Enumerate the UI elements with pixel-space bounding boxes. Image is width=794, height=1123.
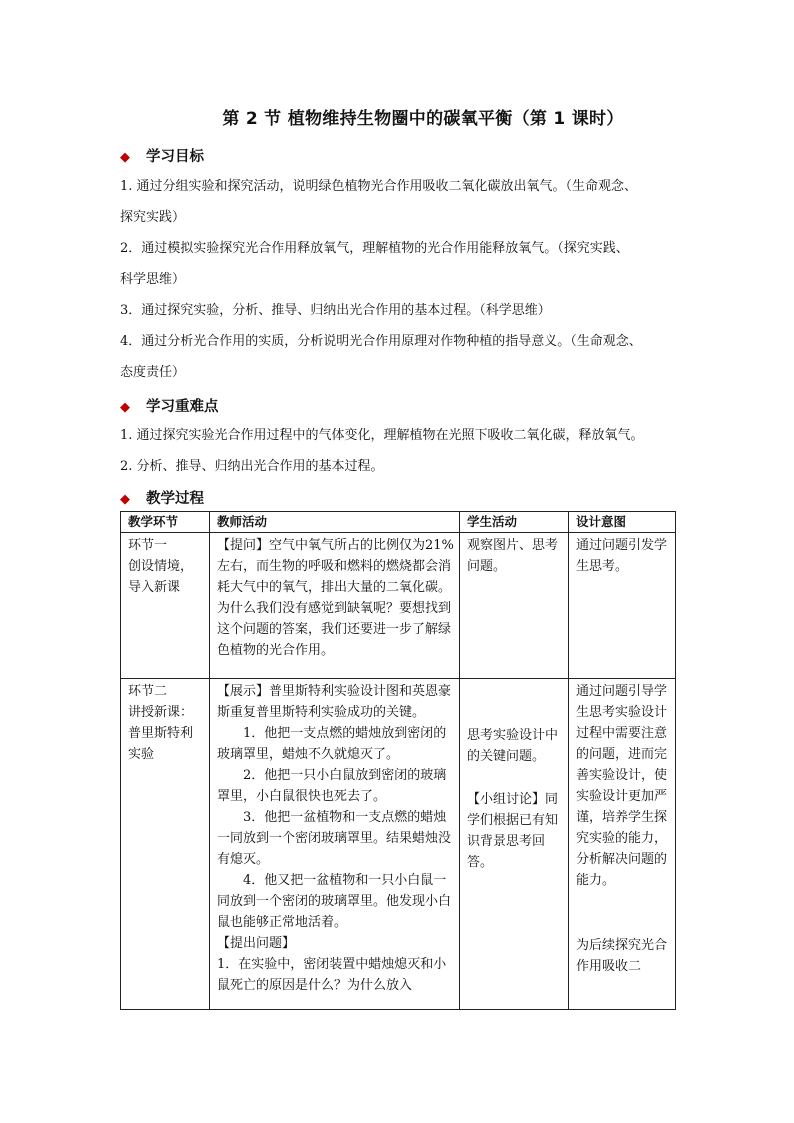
experiment-step: 2．他把一只小白鼠放到密闭的玻璃罩里，小白鼠很快也死去了。	[217, 768, 447, 804]
header-cell: 教师活动	[210, 512, 460, 533]
design-intent-cell	[569, 679, 676, 1010]
experiment-step: 4．他又把一盆植物和一只小白鼠一同放到一个密闭的玻璃罩里。他发现小白鼠也能够正常地活着。	[217, 873, 452, 930]
header-cell: 学生活动	[460, 512, 569, 533]
experiment-step: 1．他把一支点燃的蜡烛放到密闭的玻璃罩里，蜡烛不久就熄灭了。	[217, 726, 447, 762]
difficulty-line: 2. 分析、推导、归纳出光合作用的基本过程。	[120, 459, 384, 474]
student-activity-cell	[460, 679, 569, 1010]
header-cell: 设计意图	[569, 512, 676, 533]
teacher-activity-cell	[210, 679, 460, 1010]
stage-cell: 环节二 讲授新课： 普里斯特利 实验	[121, 679, 210, 1010]
diamond-bullet-icon: ◆	[120, 400, 130, 415]
question-text: 1．在实验中，密闭装置中蜡烛熄灭和小鼠死亡的原因是什么？为什么放入	[217, 957, 447, 993]
design-intent-b: 为后续探究光合作用吸收二	[576, 938, 668, 974]
objectives-list	[120, 171, 680, 388]
student-activity-a: 思考实验设计中的关键问题。	[467, 728, 559, 764]
teacher-activity-cell: 【提问】空气中氧气所占的比例仅为21%左右，而生物的呼吸和燃料的燃烧都会消耗大气中的氧气，排出大量的二氧化碳。为什么我们没有感觉到缺氧呢？要想找到这个问题的答案，我们还要进一步了解绿色植物的光合作用。	[210, 533, 460, 679]
question-label: 【提出问题】	[217, 936, 296, 951]
experiment-step: 3．他把一盆植物和一支点燃的蜡烛一同放到一个密闭玻璃罩里。结果蜡烛没有熄灭。	[217, 810, 452, 867]
objective-line: 科学思维）	[120, 272, 186, 287]
objective-line: 2．通过模拟实验探究光合作用释放氧气，理解植物的光合作用能释放氧气。（探究实践、	[120, 241, 629, 256]
difficulties-list	[120, 420, 680, 482]
objective-line: 态度责任）	[120, 365, 186, 380]
difficulties-heading: ◆ 学习重难点	[120, 399, 219, 415]
diamond-bullet-icon: ◆	[120, 492, 130, 507]
objective-line: 探究实践）	[120, 210, 186, 225]
process-heading: ◆ 教学过程	[120, 491, 204, 507]
student-activity-cell: 观察图片、思考问题。	[460, 533, 569, 679]
student-activity-b: 【小组讨论】同学们根据已有知识背景思考回答。	[467, 792, 559, 870]
teaching-process-table	[120, 511, 676, 1010]
table-row	[121, 533, 676, 679]
stage-cell: 环节一 创设情境， 导入新课	[121, 533, 210, 679]
design-intent-cell: 通过问题引发学生思考。	[569, 533, 676, 679]
objective-line: 3．通过探究实验，分析、推导、归纳出光合作用的基本过程。（科学思维）	[120, 303, 551, 318]
objective-line: 1. 通过分组实验和探究活动，说明绿色植物光合作用吸收二氧化碳放出氧气。（生命观念、	[120, 179, 638, 194]
teacher-intro: 【展示】普里斯特利实验设计图和英恩豪斯重复普里斯特利实验成功的关键。	[217, 684, 452, 720]
diamond-bullet-icon: ◆	[120, 150, 130, 165]
table-row	[121, 679, 676, 1010]
design-intent-a: 通过问题引导学生思考实验设计过程中需要注意的问题，进而完善实验设计，使实验设计更加严谨，培养学生探究实验的能力，分析解决问题的能力。	[576, 684, 668, 888]
difficulty-line: 1. 通过探究实验光合作用过程中的气体变化，理解植物在光照下吸收二氧化碳，释放氧气。	[120, 428, 644, 443]
header-cell: 教学环节	[121, 512, 210, 533]
objective-line: 4．通过分析光合作用的实质，分析说明光合作用原理对作物种植的指导意义。（生命观念、	[120, 334, 642, 349]
objectives-heading: ◆ 学习目标	[120, 149, 204, 165]
table-header-row	[121, 512, 676, 533]
page-title: 第 2 节 植物维持生物圈中的碳氧平衡（第 1 课时）	[222, 109, 624, 129]
